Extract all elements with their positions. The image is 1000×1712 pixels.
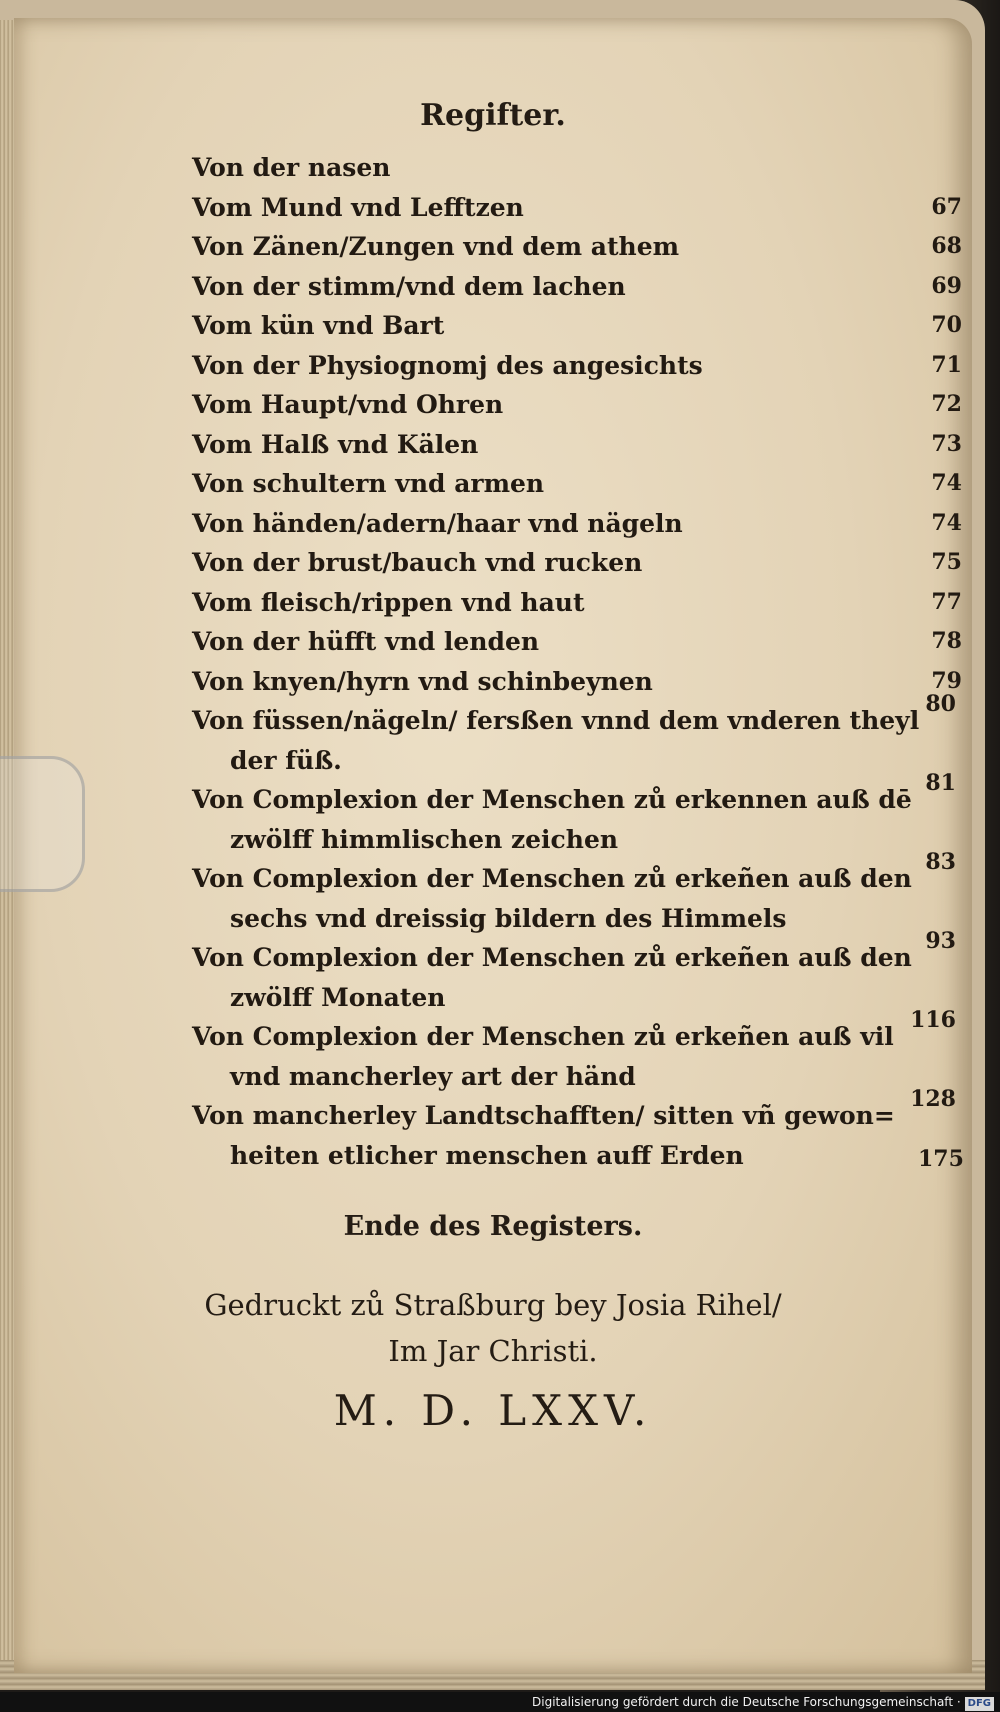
register-entry <box>192 267 962 307</box>
register-entry <box>192 622 962 662</box>
register-entry-page: 71 <box>931 351 962 378</box>
imprint-year: M. D. LXXV. <box>333 1386 653 1435</box>
register-entry-page: 128 <box>910 1086 956 1112</box>
register-entry <box>192 662 962 702</box>
register-end-line: Ende des Registers. <box>343 1211 643 1242</box>
page-clip <box>0 756 85 892</box>
register-entry-label: Von der brust/bauch vnd rucken <box>192 548 643 577</box>
credit-text: Digitalisierung gefördert durch die Deutsche Forschungsgemeinschaft · <box>532 1695 961 1709</box>
register-last-page-number: 175 <box>918 1146 964 1172</box>
register-entry-page: 83 <box>925 849 956 875</box>
register-entry-page: 93 <box>925 928 956 954</box>
register-entry-label: Vom Mund vnd Lefftzen <box>192 192 524 222</box>
register-entry-label: Vom Halß vnd Kälen <box>192 429 479 459</box>
register-entry <box>192 928 962 1017</box>
register-entry <box>192 464 962 504</box>
register-entry-page: 72 <box>931 391 962 417</box>
register-entry <box>192 425 962 465</box>
register-entry <box>192 227 962 267</box>
register-entry-page: 80 <box>925 691 956 717</box>
register-entry <box>192 583 962 623</box>
register-entry-label: Vom fleisch/rippen vnd haut <box>192 587 585 617</box>
page-title: Regifter. <box>420 98 566 133</box>
register-entry <box>192 306 962 346</box>
register-entry-label: Von Complexion der Menschen zů erkennen auß dē <box>192 785 912 814</box>
register-entry-page: 78 <box>931 628 962 654</box>
register-entry <box>192 385 962 425</box>
register-entry-label: Von Complexion der Menschen zů erkeñen auß den <box>192 864 912 893</box>
register-entry-page: 74 <box>931 470 962 496</box>
register-list <box>192 148 962 1175</box>
register-entry-label: Von händen/adern/haar vnd nägeln <box>192 508 683 538</box>
register-entry-label: Von der nasen <box>192 153 391 182</box>
register-entry-label: Von der hüfft vnd lenden <box>192 627 540 656</box>
register-entry-page: 77 <box>931 588 962 615</box>
register-entry-continuation: der füß. <box>230 745 342 775</box>
register-entry-label: Vom kün vnd Bart <box>192 311 445 340</box>
imprint <box>14 1282 972 1374</box>
register-entry-page: 79 <box>931 667 962 694</box>
register-entry-label: Von der Physiognomj des angesichts <box>192 350 703 380</box>
register-entry-continuation: heiten etlicher menschen auff Erden <box>230 1140 744 1170</box>
register-entry-label: Von mancherley Landtschafften/ sitten vñ gewon= <box>192 1101 895 1130</box>
register-entry-page: 81 <box>925 770 956 796</box>
register-entry-page: 70 <box>931 312 962 338</box>
register-entry-page: 75 <box>931 549 962 575</box>
register-entry-label: Von füssen/nägeln/ fersßen vnnd dem vnderen theyl <box>192 706 920 735</box>
register-entry <box>192 148 962 188</box>
register-entry-page: 116 <box>910 1007 956 1033</box>
register-entry-page: 74 <box>931 509 962 536</box>
register-entry <box>192 346 962 386</box>
register-entry-label: Von Complexion der Menschen zů erkeñen auß den <box>192 943 912 972</box>
register-entry-label: Vom Haupt/vnd Ohren <box>192 390 504 419</box>
register-entry-continuation: vnd mancherley art der händ <box>230 1061 636 1091</box>
book-page <box>14 18 972 1673</box>
imprint-line-1: Gedruckt zů Straßburg bey Josia Rihel/ <box>204 1288 782 1322</box>
register-entry <box>192 849 962 938</box>
register-entry <box>192 1007 962 1096</box>
register-entry-page: 73 <box>931 430 962 457</box>
register-entry-label: Von Complexion der Menschen zů erkeñen auß vil <box>192 1022 894 1051</box>
register-entry <box>192 188 962 228</box>
register-entry-label: Von knyen/hyrn vnd schinbeynen <box>192 666 653 696</box>
register-entry <box>192 543 962 583</box>
imprint-line-2: Im Jar Christi. <box>388 1334 598 1368</box>
register-entry-label: Von schultern vnd armen <box>192 469 545 498</box>
digitization-credit <box>0 1692 1000 1712</box>
register-entry <box>192 1086 962 1175</box>
register-entry-page: 69 <box>931 272 962 299</box>
dfg-logo: DFG <box>965 1697 994 1711</box>
register-entry <box>192 691 962 780</box>
register-entry-continuation: zwölff himmlischen zeichen <box>230 824 619 854</box>
register-entry-page: 67 <box>931 193 962 220</box>
register-entry <box>192 504 962 544</box>
register-entry-page: 68 <box>931 233 962 259</box>
register-entry-label: Von der stimm/vnd dem lachen <box>192 271 626 301</box>
register-entry-continuation: zwölff Monaten <box>230 982 446 1012</box>
register-entry-continuation: sechs vnd dreissig bildern des Himmels <box>230 903 787 933</box>
register-entry-label: Von Zänen/Zungen vnd dem athem <box>192 232 680 261</box>
register-entry <box>192 770 962 859</box>
